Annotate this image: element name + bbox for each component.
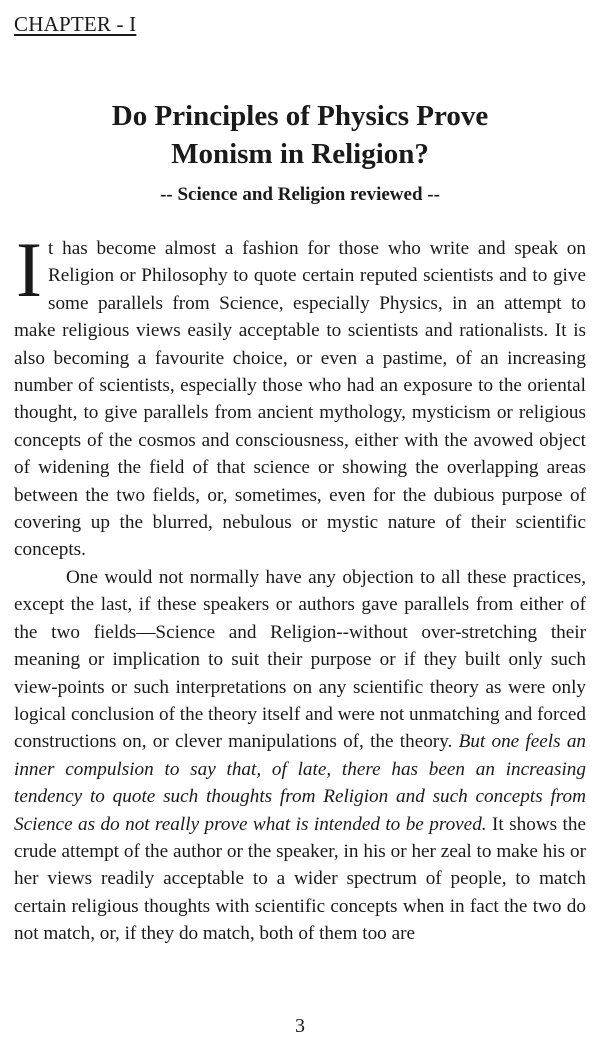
- paragraph-2-text-after: It shows the crude attempt of the author or the speaker, in his or her zeal to make his or her views readily acceptable to a wider spectrum of people, to match certain religious thoughts with scientific concepts when in fact the two do not match, or, if they do match, both of them too are: [14, 813, 586, 945]
- paragraph-2-text-before: One would not normally have any objection to all these practices, except the last, if these speakers or authors gave parallels from either of the two fields—Science and Religion--without over-stretching their meaning or implication to suit their purpose or if they built only such view-points or such interpretations on any scientific theory as were only logical conclusion of the theory itself and were not unmatching and forced constructions on, or clever manipulations of, the theory.: [14, 566, 586, 753]
- chapter-title-line-1: Do Principles of Physics Prove: [111, 100, 489, 132]
- paragraph-1-text: t has become almost a fashion for those who write and speak on Religion or Philosophy to quote certain reputed scientists and to give some parallels from Science, especially Physics, in an attempt to make religious views easily acceptable to scientists and rationalists. It is also becoming a favourite choice, or even a pastime, of an increasing number of scientists, especially those who had an exposure to the oriental thought, to give parallels from ancient mythology, mysticism or religious concepts of the cosmos and consciousness, either with the avowed object of widening the field of that science or showing the overlapping areas between the two fields, or, sometimes, even for the dubious purpose of covering up the blurred, nebulous or mystic nature of their scientific concepts.: [14, 238, 586, 561]
- chapter-title: [0, 97, 600, 173]
- page-number: 3: [295, 1015, 305, 1037]
- body-text: [14, 226, 587, 948]
- paragraph-2-emphasis: But one feels an inner compulsion to say that, of late, there has been an increasing tendency to quote such thoughts from Religion and such concepts from Science as do not really prove what is intended to be proved.: [14, 731, 587, 835]
- paragraph-1: [14, 226, 586, 564]
- paragraph-2: [14, 564, 586, 948]
- drop-cap: I: [16, 226, 42, 313]
- chapter-title-line-2: Monism in Religion?: [171, 138, 429, 170]
- chapter-label: CHAPTER - I: [14, 12, 137, 36]
- chapter-subtitle: -- Science and Religion reviewed --: [160, 184, 440, 205]
